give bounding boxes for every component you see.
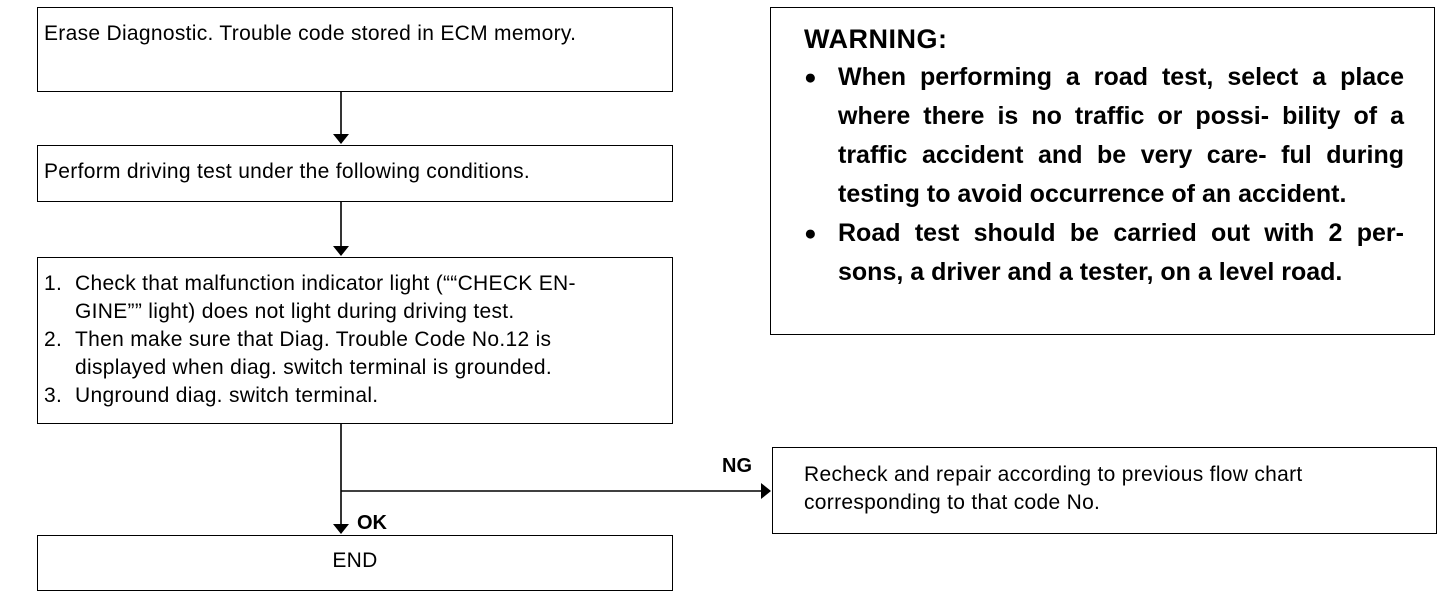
- warning-list: [804, 58, 1404, 292]
- recheck-repair-box: [772, 447, 1437, 534]
- step-checks-list: [44, 270, 648, 410]
- warning-box: [770, 7, 1435, 335]
- step-erase-codes-text: Erase Diagnostic. Trouble code stored in ECM memory.: [44, 22, 577, 45]
- warning-item: [804, 58, 1404, 214]
- check-item: [44, 326, 648, 382]
- warning-item-text: Road test should be carried out with 2 per- sons, a driver and a tester, on a level road.: [838, 219, 1404, 286]
- warning-title: WARNING:: [804, 24, 948, 54]
- end-box: [37, 535, 673, 591]
- check-item-text: Unground diag. switch terminal.: [75, 384, 379, 407]
- check-item-text: Then make sure that Diag. Trouble Code No.12 is displayed when diag. switch terminal is grounded.: [75, 328, 552, 379]
- bullet-icon: ●: [804, 222, 817, 245]
- bullet-icon: ●: [804, 66, 817, 89]
- step-driving-test-text: Perform driving test under the following conditions.: [44, 160, 531, 183]
- check-item: [44, 382, 648, 410]
- warning-item-text: When performing a road test, select a place where there is no traffic or possi- bility of a traffic accident and be very care- ful during testing to avoid occurrence of an accident.: [838, 63, 1404, 208]
- check-item-number: 1.: [44, 272, 63, 295]
- check-item-number: 3.: [44, 384, 63, 407]
- recheck-repair-text: Recheck and repair according to previous flow chart corresponding to that code No.: [804, 463, 1303, 514]
- ok-branch-label: OK: [357, 512, 387, 534]
- ng-branch-label: NG: [722, 455, 752, 477]
- step-checks-box: [37, 257, 673, 424]
- step-erase-codes-box: [37, 7, 673, 92]
- end-text: END: [332, 549, 378, 572]
- warning-item: [804, 214, 1404, 292]
- check-item-number: 2.: [44, 328, 63, 351]
- check-item-text: Check that malfunction indicator light (““CHECK EN- GINE”” light) does not light during driving test.: [75, 272, 576, 323]
- check-item: [44, 270, 648, 326]
- step-driving-test-box: [37, 145, 673, 202]
